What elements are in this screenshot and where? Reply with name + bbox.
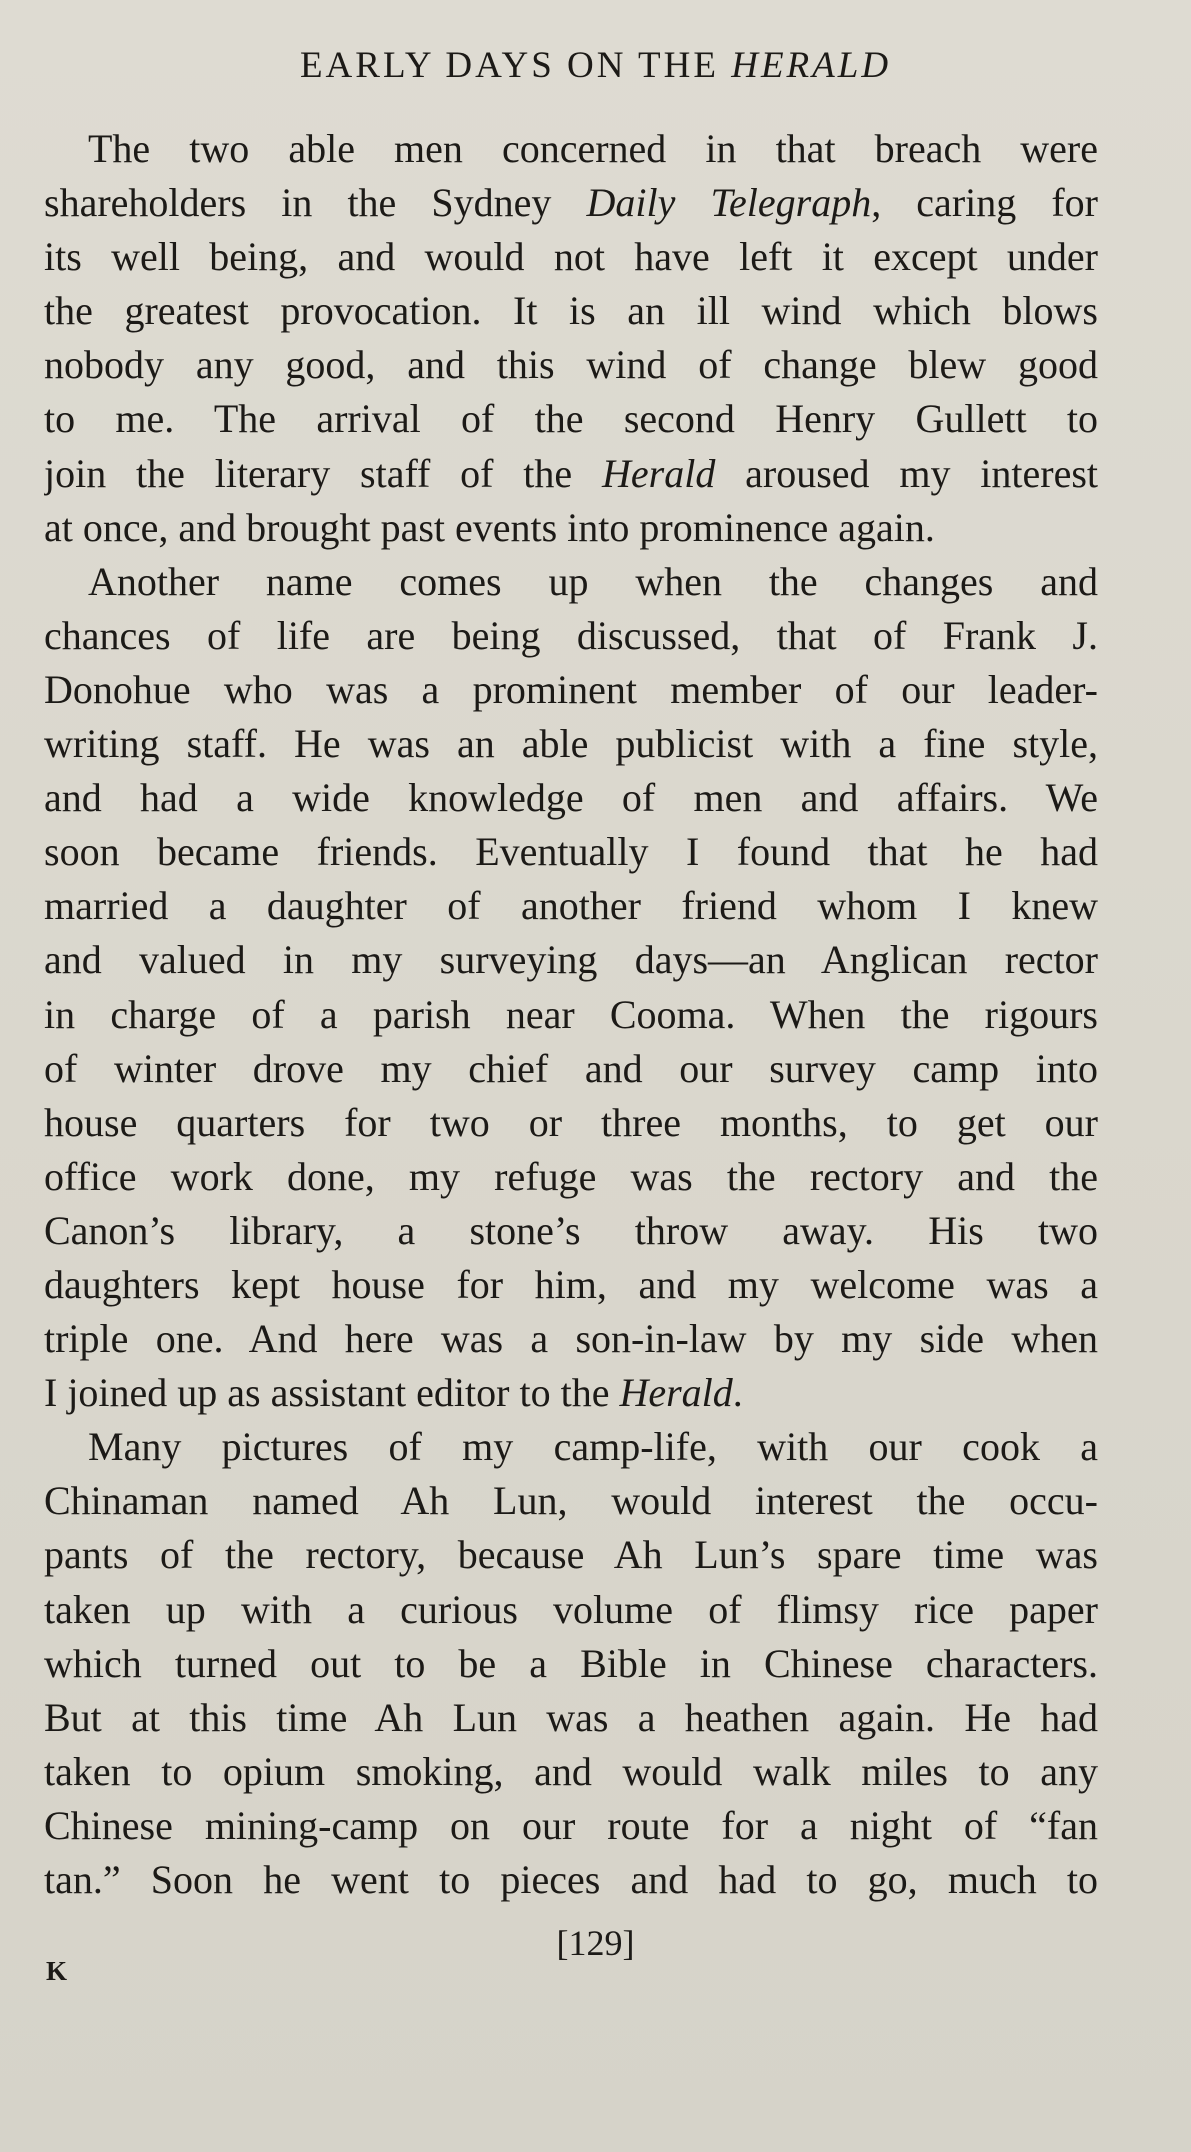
- italic-title: Herald: [602, 450, 716, 496]
- text-segment: married a daughter of another friend whom I knew: [44, 883, 1098, 929]
- text-line: [44, 176, 1098, 230]
- text-line: [44, 1745, 1098, 1799]
- text-line: [44, 230, 1098, 284]
- text-segment: and had a wide knowledge of men and affairs. We: [44, 775, 1098, 821]
- text-line: [44, 1799, 1098, 1853]
- text-segment: Many pictures of my camp-life, with our cook a: [88, 1424, 1098, 1470]
- text-line: [44, 988, 1098, 1042]
- text-segment: soon became friends. Eventually I found that he had: [44, 829, 1098, 875]
- text-segment: tan.” Soon he went to pieces and had to go, much to: [44, 1857, 1098, 1902]
- text-line: [44, 501, 1098, 555]
- text-segment: But at this time Ah Lun was a heathen again. He had: [44, 1694, 1098, 1740]
- text-segment: chances of life are being discussed, that of Frank J.: [44, 612, 1098, 658]
- text-segment: the greatest provocation. It is an ill wind which blows: [44, 288, 1098, 334]
- text-segment: I joined up as assistant editor to the: [44, 1370, 620, 1416]
- text-segment: of winter drove my chief and our survey camp into: [44, 1045, 1098, 1091]
- text-line: [44, 284, 1098, 338]
- text-segment: Chinaman named Ah Lun, would interest the occu-: [44, 1478, 1098, 1524]
- text-line: [44, 609, 1098, 663]
- text-line: [44, 1528, 1098, 1582]
- italic-title: Herald: [619, 1370, 733, 1416]
- text-line: [44, 879, 1098, 933]
- text-line: [44, 1474, 1098, 1528]
- text-line: [44, 1204, 1098, 1258]
- text-segment: Donohue who was a prominent member of our leader-: [44, 666, 1098, 712]
- text-line: [44, 1853, 1098, 1907]
- running-head: [0, 44, 1191, 87]
- text-segment: which turned out to be a Bible in Chinese characters.: [44, 1640, 1098, 1686]
- text-line: [44, 825, 1098, 879]
- text-segment: daughters kept house for him, and my welcome was a: [44, 1261, 1098, 1307]
- text-segment: Canon’s library, a stone’s throw away. His two: [44, 1207, 1098, 1253]
- text-line: [44, 338, 1098, 392]
- text-segment: taken to opium smoking, and would walk miles to any: [44, 1748, 1098, 1794]
- text-segment: house quarters for two or three months, to get our: [44, 1099, 1098, 1145]
- text-segment: its well being, and would not have left it except under: [44, 234, 1098, 280]
- text-line: [44, 1583, 1098, 1637]
- text-segment: writing staff. He was an able publicist with a fine style,: [44, 721, 1098, 767]
- text-segment: nobody any good, and this wind of change blew good: [44, 342, 1098, 388]
- text-segment: and valued in my surveying days—an Anglican rector: [44, 937, 1098, 983]
- italic-title: Daily Telegraph: [586, 180, 872, 226]
- text-line: [44, 663, 1098, 717]
- text-segment: .: [732, 1370, 743, 1416]
- text-line: [44, 555, 1098, 609]
- running-head-text: EARLY DAYS ON THE: [299, 45, 732, 86]
- text-segment: aroused my interest: [715, 450, 1098, 496]
- text-segment: in charge of a parish near Cooma. When the rigours: [44, 991, 1098, 1037]
- body-text: [44, 122, 1098, 1907]
- text-line: [44, 1691, 1098, 1745]
- text-line: [44, 933, 1098, 987]
- text-line: [44, 771, 1098, 825]
- text-segment: , caring for: [871, 180, 1098, 226]
- text-line: [44, 1312, 1098, 1366]
- text-segment: join the literary staff of the: [44, 450, 602, 496]
- text-segment: at once, and brought past events into prominence again.: [44, 504, 935, 550]
- text-segment: to me. The arrival of the second Henry Gullett to: [44, 396, 1098, 442]
- text-segment: Another name comes up when the changes and: [88, 558, 1098, 604]
- text-segment: pants of the rectory, because Ah Lun’s spare time was: [44, 1532, 1098, 1578]
- text-segment: triple one. And here was a son-in-law by my side when: [44, 1316, 1098, 1362]
- text-line: [44, 392, 1098, 446]
- text-line: [44, 1420, 1098, 1474]
- text-segment: taken up with a curious volume of flimsy rice paper: [44, 1586, 1098, 1632]
- running-head-italic: HERALD: [731, 45, 892, 86]
- text-line: [44, 447, 1098, 501]
- text-line: [44, 1150, 1098, 1204]
- page-number: [129]: [556, 1923, 635, 1963]
- text-line: [44, 1637, 1098, 1691]
- text-line: [44, 1258, 1098, 1312]
- text-line: [44, 1366, 1098, 1420]
- text-segment: shareholders in the Sydney: [44, 180, 587, 226]
- text-segment: The two able men concerned in that breach were: [88, 126, 1098, 171]
- text-segment: Chinese mining-camp on our route for a night of “fan: [44, 1802, 1098, 1848]
- text-line: [44, 717, 1098, 771]
- text-segment: office work done, my refuge was the rectory and the: [44, 1153, 1098, 1199]
- signature-mark: K: [46, 1956, 68, 1986]
- text-line: [44, 1042, 1098, 1096]
- text-line: [44, 1096, 1098, 1150]
- text-line: [44, 122, 1098, 176]
